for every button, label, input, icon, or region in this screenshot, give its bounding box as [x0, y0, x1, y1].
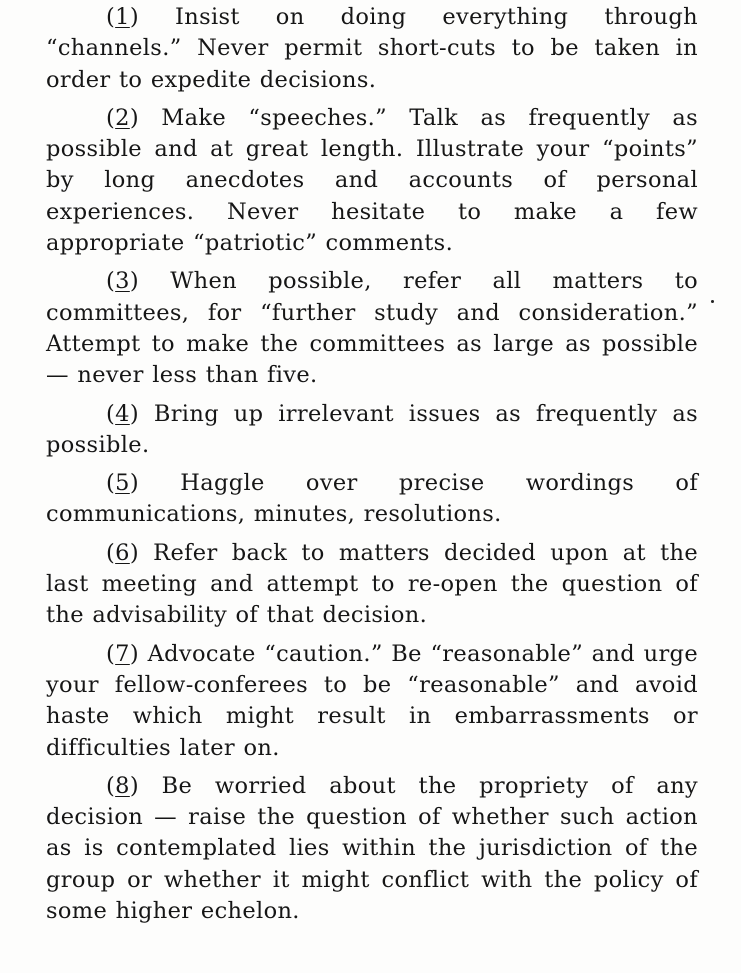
item-number: (5)	[106, 470, 139, 497]
item-number: (2)	[106, 104, 139, 131]
item-text: Insist on doing everything through “channels.” Never permit short-cuts to be taken in order to expedite decisions.	[46, 4, 698, 93]
item-text: Refer back to matters decided upon at the last meeting and attempt to re-open the question of the advisability of that decision.	[46, 539, 698, 629]
item-number: (1)	[106, 4, 139, 30]
list-item	[46, 2, 698, 96]
item-text: Haggle over precise wordings of communications, minutes, resolutions.	[46, 470, 698, 528]
list-item	[46, 639, 698, 764]
item-text: Advocate “caution.” Be “reasonable” and urge your fellow-conferees to be “reasonable” and avoid haste which might result in embarrassments or difficulties later on.	[46, 640, 698, 761]
item-number: (3)	[106, 268, 139, 295]
item-text: Make “speeches.” Talk as frequently as possible and at great length. Illustrate your “points” by long anecdotes and accounts of personal experiences. Never hesitate to make a few appropriate “patriotic” comments.	[46, 104, 698, 257]
item-text: Bring up irrelevant issues as frequently as possible.	[46, 400, 698, 458]
numbered-list	[46, 2, 698, 934]
item-number: (8)	[106, 772, 139, 799]
list-item	[46, 468, 698, 531]
list-item	[46, 538, 698, 632]
list-item	[46, 771, 698, 927]
list-item	[46, 103, 698, 259]
item-text: When possible, refer all matters to committees, for “further study and consideration.” Attempt to make the committees as large as possible — never less than five.	[46, 268, 698, 389]
list-item	[46, 399, 698, 462]
item-number: (7)	[106, 640, 139, 667]
list-item	[46, 266, 698, 391]
item-number: (6)	[106, 539, 139, 566]
item-number: (4)	[106, 400, 139, 427]
item-text: Be worried about the propriety of any decision — raise the question of whether such action as is contemplated lies within the jurisdiction of the group or whether it might conflict with the policy of some higher echelon.	[46, 772, 698, 925]
print-speck	[711, 300, 714, 303]
